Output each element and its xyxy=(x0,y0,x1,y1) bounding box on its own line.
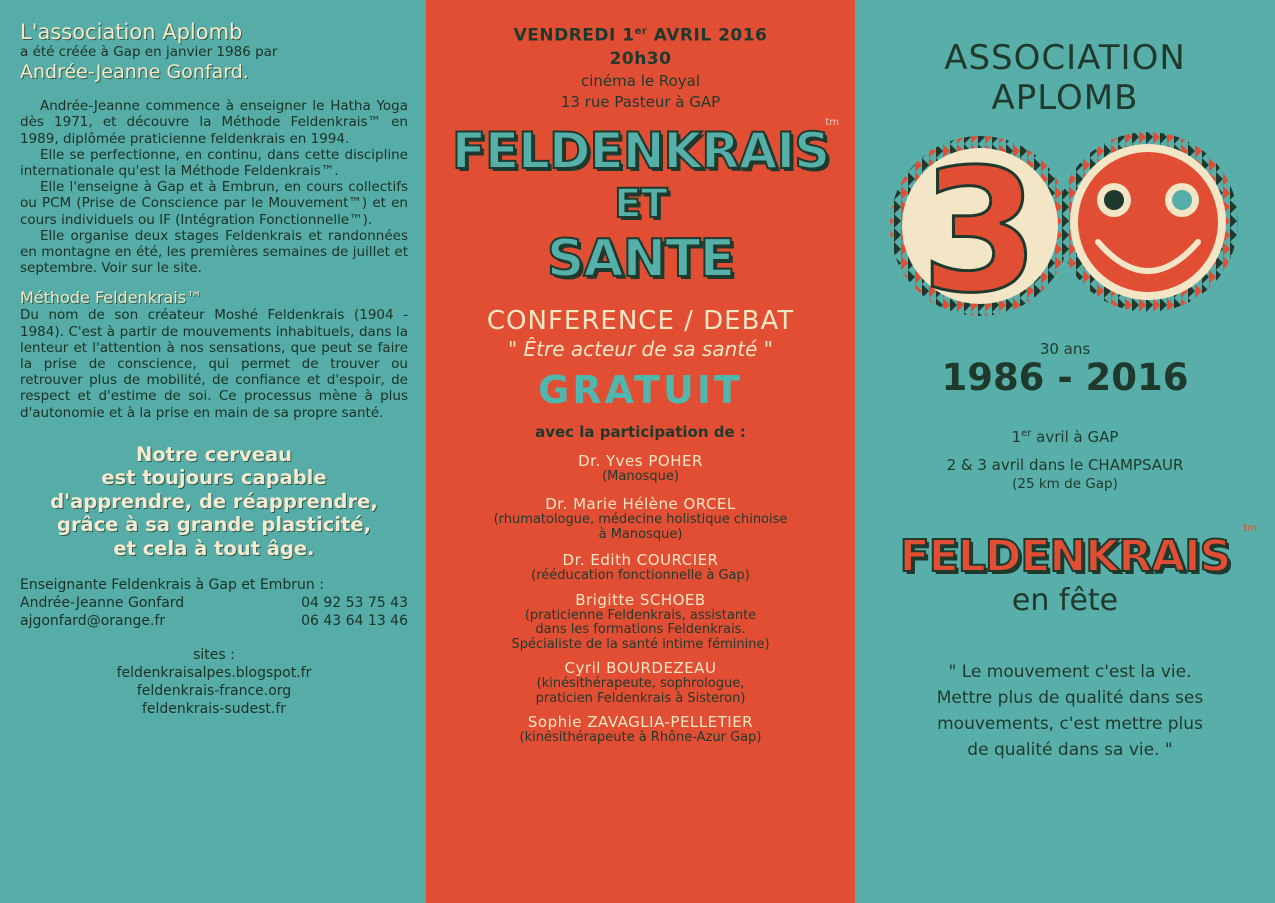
participant-name: Brigitte SCHOEB xyxy=(575,590,706,609)
participant-desc: praticien Feldenkrais à Sisteron) xyxy=(535,690,746,706)
event-time: 20h30 xyxy=(609,48,672,69)
trademark-mark: tm xyxy=(825,116,839,128)
sunburst-three-icon xyxy=(890,133,1070,330)
email-link[interactable]: ajgonfard@orange.fr xyxy=(20,613,166,630)
participant-desc: (rééducation fonctionnelle à Gap) xyxy=(531,568,750,584)
date-text: avril à GAP xyxy=(1031,428,1119,446)
participant xyxy=(426,714,855,746)
title-feldenkrais: FELDENKRAIS xyxy=(451,121,830,180)
event-distance: (25 km de Gap) xyxy=(1012,476,1118,492)
conference-subtitle: " Être acteur de sa santé " xyxy=(507,336,774,361)
participant-desc: (kinésithérapeute à Rhône-Azur Gap) xyxy=(519,730,762,746)
method-text: Du nom de son créateur Moshé Feldenkrais (1904 - 1984). C'est à partir de mouvements inhabituels, dans la lenteur et l'attention à nos sensations, que peut se faire la prise de conscience, qui permet de trouver ou retrouver plus de mobilité, de confiance et d'espoir, de respect et d'estime de soi. Ce processus mène à plus d'autonomie et à la prise en main de sa propre santé. xyxy=(20,307,408,421)
slogan-line: Notre cerveau xyxy=(135,442,293,466)
bio-paragraph-3: Elle l'enseigne à Gap et à Embrun, en cours collectifs ou PCM (Prise de Conscience par le Mouvement™) et en cours individuels ou IF (Intégration Fonctionnelle™). xyxy=(20,179,408,228)
svg-text:3: 3 xyxy=(920,133,1040,330)
founder-name: Andrée-Jeanne Gonfard. xyxy=(20,61,249,84)
anniversary-30-logo xyxy=(880,130,1250,330)
association-name-2: APLOMB xyxy=(991,78,1139,118)
participant xyxy=(426,552,855,584)
date-sup: er xyxy=(634,26,648,37)
participant-name: Dr. Yves POHER xyxy=(578,451,703,470)
phone-1[interactable]: 04 92 53 75 43 xyxy=(301,595,408,612)
quote-line: mouvements, c'est mettre plus xyxy=(937,714,1203,734)
title-sante: SANTE xyxy=(546,228,735,289)
slogan-line: et cela à tout âge. xyxy=(113,536,315,560)
slogan xyxy=(20,443,408,561)
title-et: ET xyxy=(614,180,667,227)
sites-label: sites : xyxy=(193,647,235,664)
bio-paragraph-2: Elle se perfectionne, en continu, dans cette discipline internationale qu'est la Méthode Feldenkrais™. xyxy=(20,146,408,180)
contact-block xyxy=(20,576,408,630)
participant xyxy=(426,453,855,485)
middle-panel xyxy=(426,0,855,903)
en-fete-title: en fête xyxy=(1011,583,1119,618)
contact-title: Enseignante Feldenkrais à Gap et Embrun : xyxy=(20,577,324,594)
quote-line: " Le mouvement c'est la vie. xyxy=(948,662,1192,682)
participant-name: Sophie ZAVAGLIA-PELLETIER xyxy=(527,713,754,732)
participant-name: Dr. Marie Hélène ORCEL xyxy=(545,495,736,514)
date-day: VENDREDI 1 xyxy=(513,25,635,46)
participant-desc: (Manosque) xyxy=(602,468,679,484)
trademark-mark: tm xyxy=(1243,523,1257,534)
event-date-gap xyxy=(855,420,1275,451)
feldenkrais-title: FELDENKRAIS xyxy=(899,531,1231,582)
participant-desc: (praticienne Feldenkrais, assistante xyxy=(524,607,757,623)
quote-line: Mettre plus de qualité dans ses xyxy=(936,688,1204,708)
bio-paragraph-1: Andrée-Jeanne commence à enseigner le Hatha Yoga dès 1971, et découvre la Méthode Feldenkrais™ en 1989, diplômée praticienne feldenkrais en 1994. xyxy=(20,98,408,147)
association-name-1: ASSOCIATION xyxy=(944,38,1186,78)
participant xyxy=(426,496,855,542)
method-title: Méthode Feldenkrais™ xyxy=(20,288,203,308)
event-venue: cinéma le Royal xyxy=(580,71,701,90)
slogan-line: d'apprendre, de réapprendre, xyxy=(50,489,378,513)
free-badge: GRATUIT xyxy=(538,367,743,412)
participant-desc: à Manosque) xyxy=(598,526,683,542)
smiley-sun-icon xyxy=(1058,132,1238,312)
participant-desc: dans les formations Feldenkrais. xyxy=(535,622,746,638)
date-day: 1 xyxy=(1011,428,1022,446)
event-date xyxy=(426,20,855,48)
date-sup: er xyxy=(1021,428,1032,439)
participants-heading: avec la participation de : xyxy=(535,422,746,441)
association-title: L'association Aplomb xyxy=(20,20,243,44)
left-panel xyxy=(0,0,426,903)
slogan-line: grâce à sa grande plasticité, xyxy=(56,513,371,537)
intro-line: a été créée à Gap en janvier 1986 par xyxy=(20,44,278,60)
right-panel xyxy=(855,0,1275,903)
participant-desc: Spécialiste de la santé intime féminine) xyxy=(511,636,770,652)
site-link[interactable]: feldenkraisalpes.blogspot.fr xyxy=(116,665,312,682)
date-month: AVRIL 2016 xyxy=(647,25,768,46)
phone-2[interactable]: 06 43 64 13 46 xyxy=(301,613,408,630)
quote-block xyxy=(905,659,1235,763)
site-link[interactable]: feldenkrais-france.org xyxy=(136,683,292,700)
contact-name: Andrée-Jeanne Gonfard xyxy=(20,595,185,612)
years-range: 1986 - 2016 xyxy=(941,356,1189,399)
bio-paragraph-4: Elle organise deux stages Feldenkrais et randonnées en montagne en été, les premières semaines de juillet et septembre. Voir sur le site. xyxy=(20,227,408,277)
conference-label: CONFERENCE / DEBAT xyxy=(486,305,795,336)
event-date-champsaur: 2 & 3 avril dans le CHAMPSAUR xyxy=(946,456,1184,474)
sites-block xyxy=(20,646,408,718)
slogan-line: est toujours capable xyxy=(101,466,327,490)
participant-name: Dr. Edith COURCIER xyxy=(562,551,719,570)
years-count: 30 ans xyxy=(1039,340,1091,358)
site-link[interactable]: feldenkrais-sudest.fr xyxy=(141,701,287,718)
participant-name: Cyril BOURDEZEAU xyxy=(564,659,717,678)
participant xyxy=(426,660,855,706)
participant-desc: (kinésithérapeute, sophrologue, xyxy=(536,676,745,692)
participant-desc: (rhumatologue, médecine holistique chinoise xyxy=(493,512,788,528)
participant xyxy=(426,592,855,653)
quote-line: de qualité dans sa vie. " xyxy=(967,740,1173,760)
event-address: 13 rue Pasteur à GAP xyxy=(560,92,721,111)
